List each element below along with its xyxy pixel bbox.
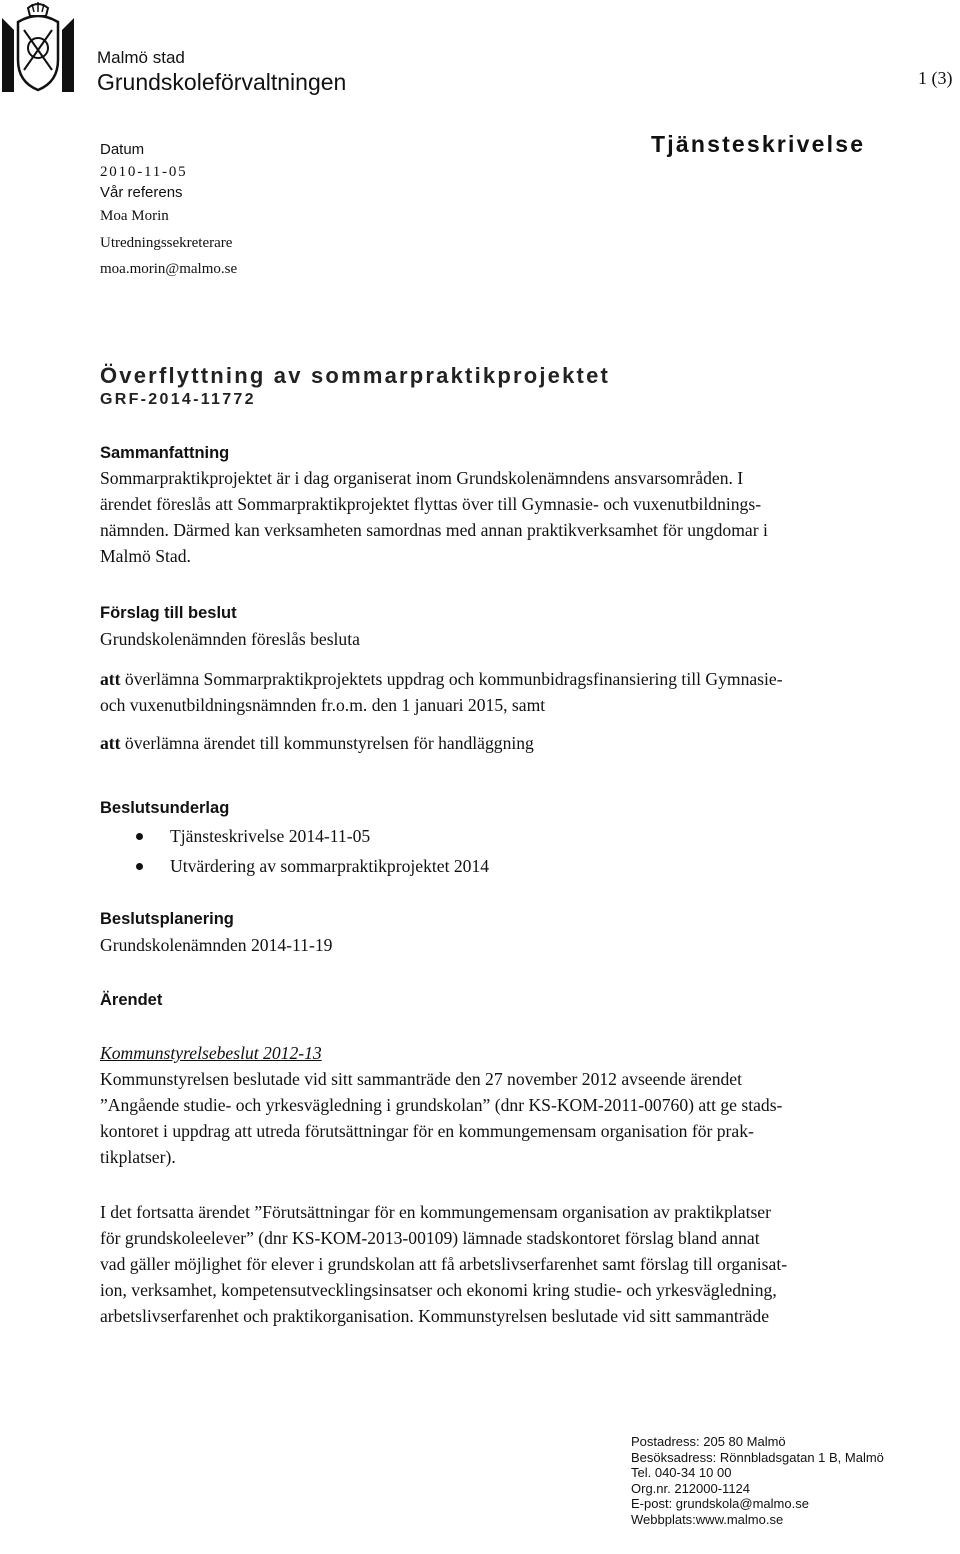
document-type: Tjänsteskrivelse	[651, 131, 866, 157]
footer-website: Webbplats:www.malmo.se	[631, 1511, 784, 1527]
list-item: Utvärdering av sommarpraktikprojektet 2014	[134, 851, 489, 881]
paragraph-line: vad gäller möjlighet för elever i grundskolan att få arbetslivserfarenhet samt förslag till organisat-	[100, 1254, 788, 1274]
case-reference-number: GRF-2014-11772	[100, 391, 256, 408]
att-keyword: att	[100, 733, 121, 753]
footer-postal-address: Postadress: 205 80 Malmö	[631, 1434, 786, 1449]
matter-subheading: Kommunstyrelsebeslut 2012-13	[100, 1043, 322, 1063]
date-value: 2010-11-05	[100, 164, 188, 180]
organization-department: Grundskoleförvaltningen	[97, 69, 347, 95]
proposal-heading: Förslag till beslut	[100, 604, 237, 622]
reference-label: Vår referens	[100, 184, 183, 201]
paragraph-line: kontoret i uppdrag att utreda förutsättningar för en kommungemensam organisation för prak-	[100, 1121, 754, 1141]
footer-contact	[631, 1434, 884, 1527]
proposal-item-1-text: överlämna Sommarpraktikprojektets uppdrag och kommunbidragsfinansiering till Gymnasie-	[120, 669, 783, 689]
planning-text: Grundskolenämnden 2014-11-19	[100, 935, 333, 955]
paragraph-line: arbetslivserfarenhet och praktikorganisation. Kommunstyrelsen beslutade vid sitt sammanträde	[100, 1306, 770, 1326]
paragraph-line: ion, verksamhet, kompetensutvecklingsinsatser och ekonomi kring studie- och yrkesvägledning,	[100, 1280, 777, 1300]
proposal-item-1	[100, 666, 960, 718]
matter-heading: Ärendet	[100, 991, 163, 1009]
matter-paragraph-1	[100, 1066, 960, 1170]
reference-title: Utredningssekreterare	[100, 235, 233, 251]
paragraph-line: ”Angående studie- och yrkesvägledning i grundskolan” (dnr KS-KOM-2011-00760) att ge stads-	[100, 1095, 783, 1115]
planning-heading: Beslutsplanering	[100, 910, 234, 928]
malmo-coat-of-arms-logo	[0, 0, 76, 94]
proposal-item-2-text: överlämna ärendet till kommunstyrelsen för handläggning	[120, 733, 534, 753]
reference-email: moa.morin@malmo.se	[100, 261, 238, 277]
page-number: 1 (3)	[918, 68, 953, 88]
date-label: Datum	[100, 141, 145, 158]
footer-org-number: Org.nr. 212000-1124	[631, 1480, 751, 1496]
paragraph-line: Kommunstyrelsen beslutade vid sitt sammanträde den 27 november 2012 avseende ärendet	[100, 1069, 742, 1089]
footer-email: E-post: grundskola@malmo.se	[631, 1496, 809, 1511]
att-keyword: att	[100, 669, 121, 689]
footer-visit-address: Besöksadress: Rönnbladsgatan 1 B, Malmö	[631, 1449, 884, 1465]
summary-line: Sommarpraktikprojektet är i dag organiserat inom Grundskolenämndens ansvarsområden. I	[100, 468, 744, 488]
document-title: Överflyttning av sommarpraktikprojektet	[100, 363, 611, 388]
list-item: Tjänsteskrivelse 2014-11-05	[134, 821, 489, 851]
summary-line: Malmö Stad.	[100, 546, 191, 566]
proposal-item-2	[100, 730, 960, 756]
summary-text	[100, 465, 960, 569]
summary-line: nämnden. Därmed kan verksamheten samordnas med annan praktikverksamhet för ungdomar i	[100, 520, 768, 540]
matter-paragraph-2	[100, 1199, 960, 1329]
basis-list	[134, 821, 489, 881]
basis-heading: Beslutsunderlag	[100, 799, 230, 817]
paragraph-line: för grundskoleelever” (dnr KS-KOM-2013-00109) lämnade stadskontoret förslag bland annat	[100, 1228, 760, 1248]
reference-name: Moa Morin	[100, 208, 169, 224]
footer-phone: Tel. 040-34 10 00	[631, 1465, 732, 1480]
proposal-intro: Grundskolenämnden föreslås besluta	[100, 629, 360, 649]
paragraph-line: tikplatser).	[100, 1147, 176, 1167]
proposal-item-1-text-cont: och vuxenutbildningsnämnden fr.o.m. den 1 januari 2015, samt	[100, 695, 546, 715]
organization-city: Malmö stad	[97, 48, 185, 67]
summary-line: ärendet föreslås att Sommarpraktikprojektet flyttas över till Gymnasie- och vuxenutbildnings-	[100, 494, 762, 514]
paragraph-line: I det fortsatta ärendet ”Förutsättningar för en kommungemensam organisation av praktikplatser	[100, 1202, 771, 1222]
summary-heading: Sammanfattning	[100, 444, 230, 462]
